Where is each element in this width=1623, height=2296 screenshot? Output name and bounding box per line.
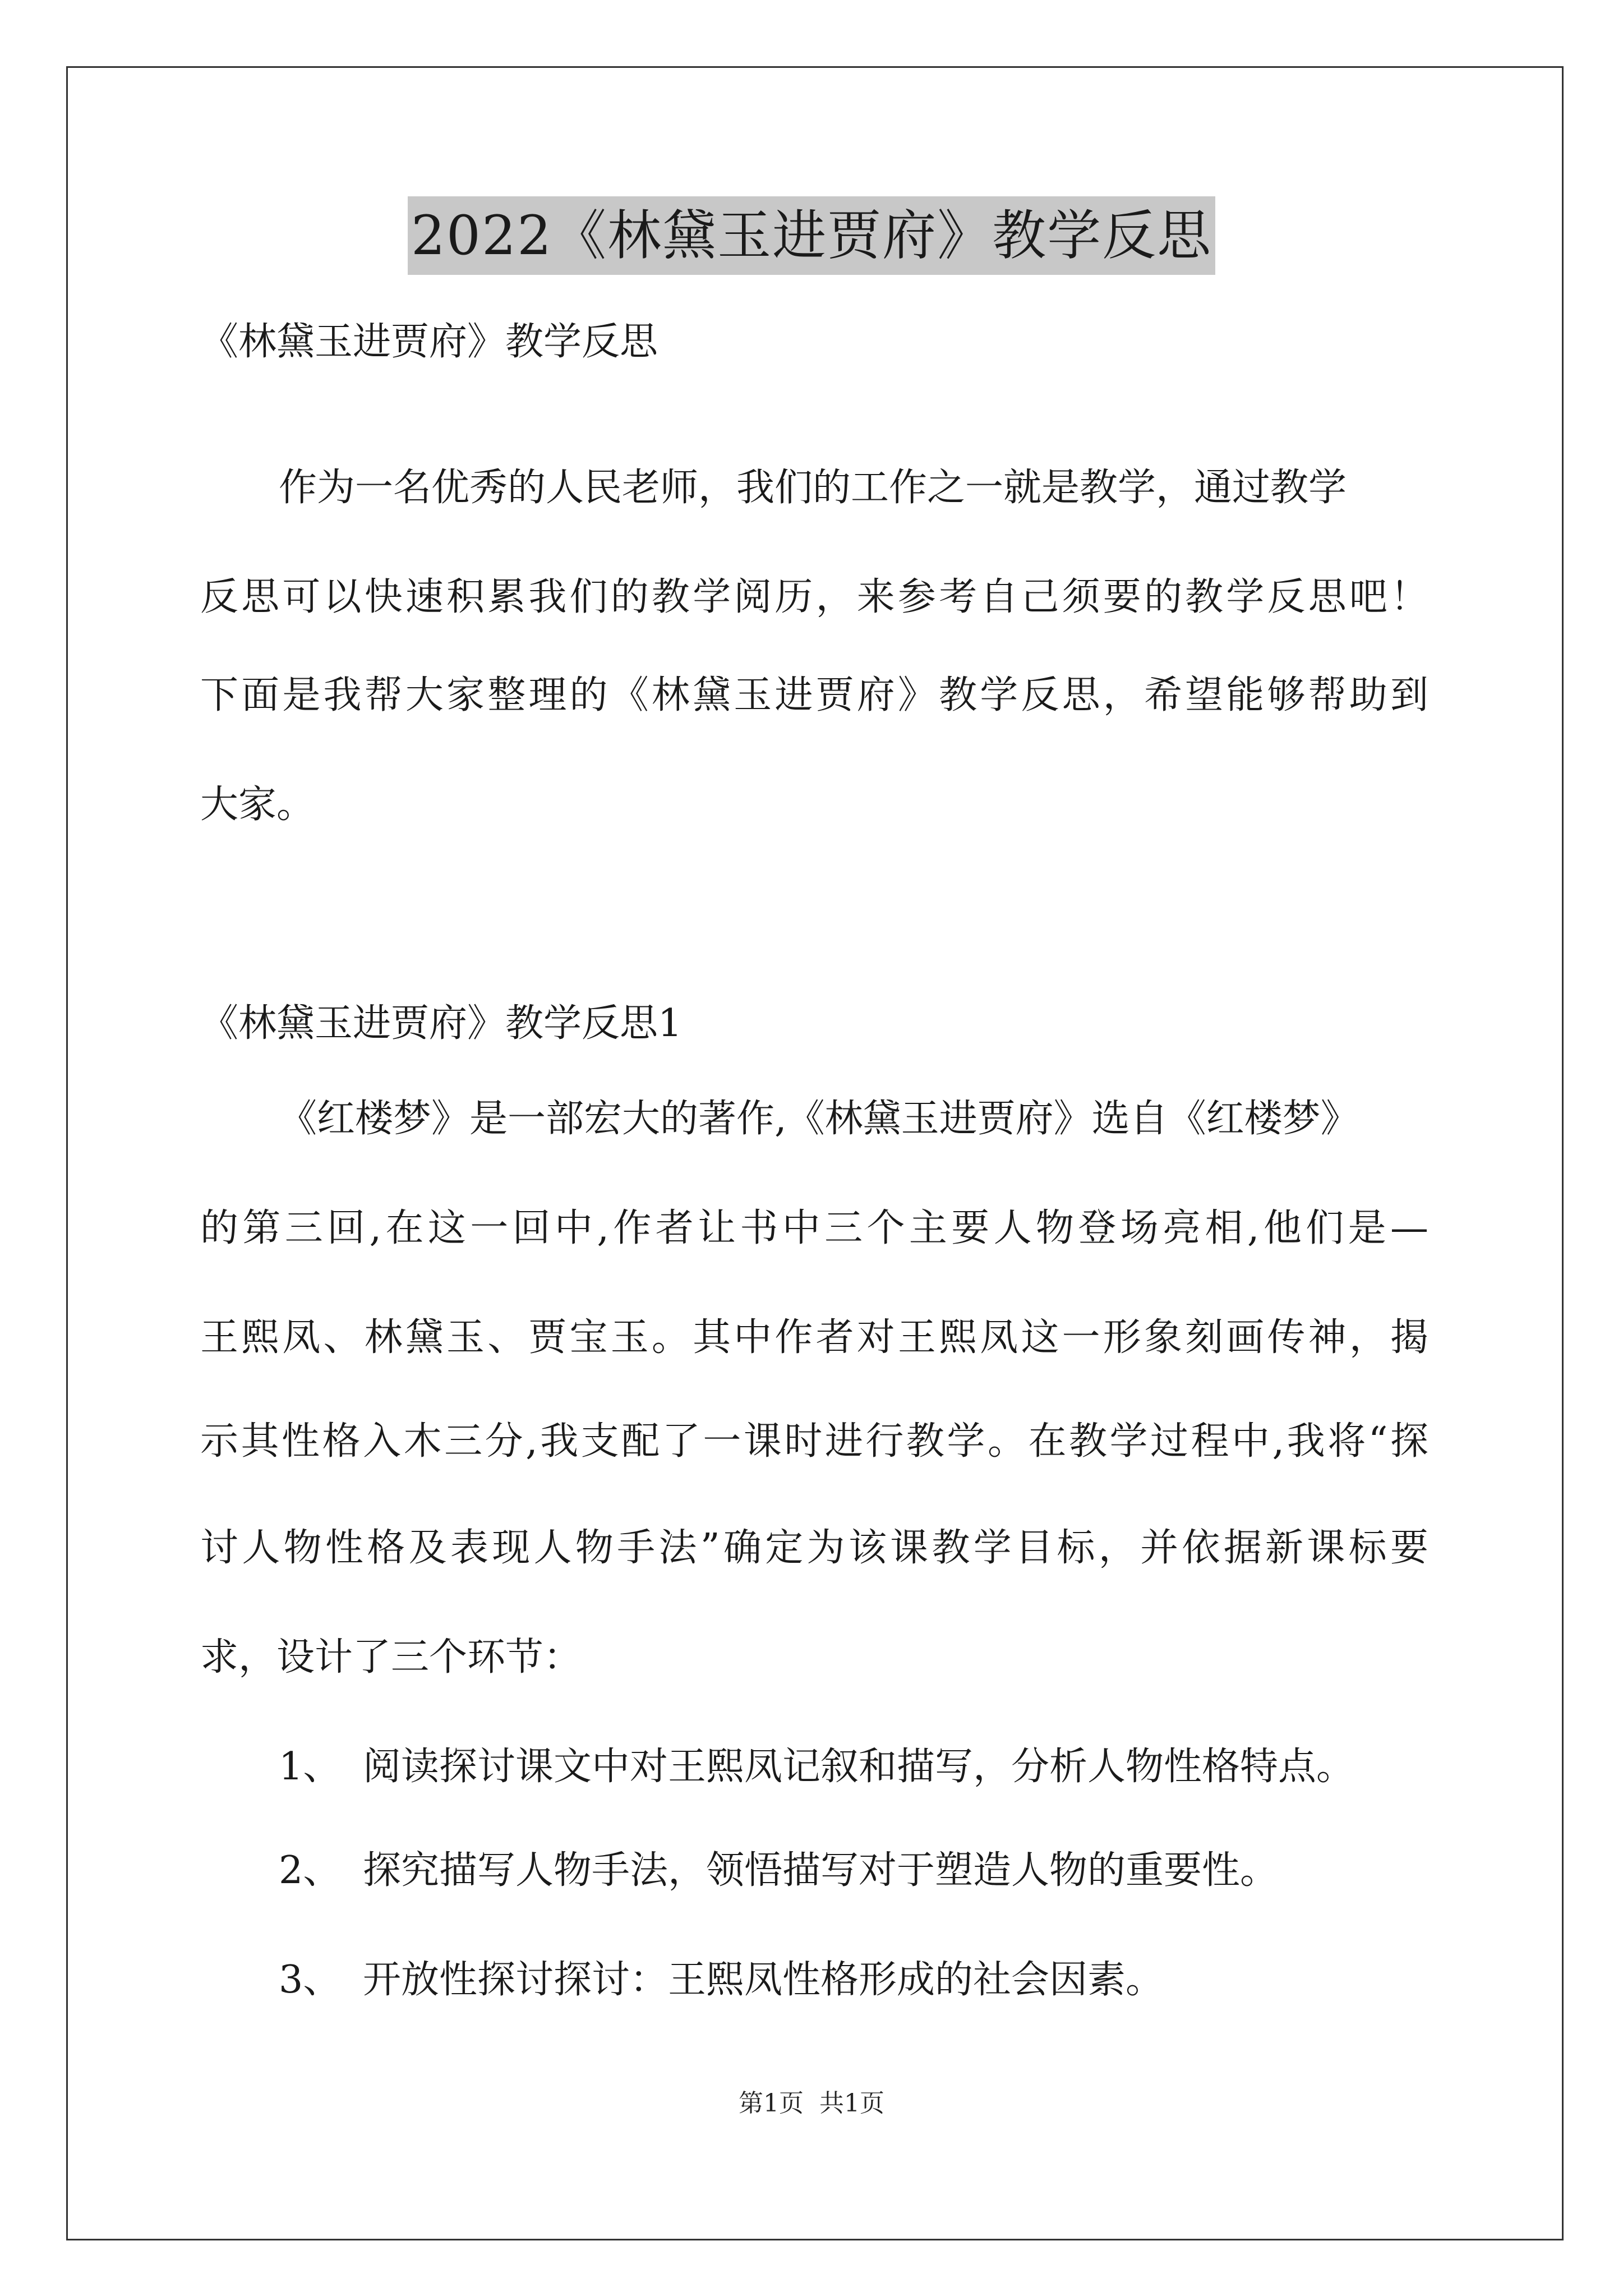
- list-item-text: 阅读探讨课文中对王熙凤记叙和描写，分析人物性格特点。: [363, 1745, 1355, 1789]
- list-item: [279, 1952, 1164, 2008]
- intro-line-4: 大家。: [200, 783, 315, 827]
- section1-heading: 《林黛玉进贾府》教学反思1: [200, 1001, 683, 1046]
- section1-line-1: 《红楼梦》是一部宏大的著作,《林黛玉进贾府》选自《红楼梦》: [279, 1097, 1359, 1141]
- title-container: [0, 196, 1623, 275]
- page-footer: [0, 2087, 1623, 2120]
- section1-line-4: 示其性格入木三分,我支配了一课时进行教学。在教学过程中,我将“探: [200, 1419, 1428, 1464]
- section1-line-3: 王熙凤、林黛玉、贾宝玉。其中作者对王熙凤这一形象刻画传神，揭: [200, 1315, 1428, 1360]
- document-title: 2022《林黛玉进贾府》教学反思: [408, 196, 1215, 275]
- intro-line-3: 下面是我帮大家整理的《林黛玉进贾府》教学反思，希望能够帮助到: [200, 673, 1428, 717]
- section1-line-5: 讨人物性格及表现人物手法”确定为该课教学目标，并依据新课标要: [200, 1526, 1428, 1570]
- intro-heading: 《林黛玉进贾府》教学反思: [200, 320, 658, 364]
- page-border: [66, 66, 1564, 2240]
- list-item: [279, 1739, 1354, 1795]
- list-item-number: 2、: [279, 1848, 342, 1893]
- list-item-text: 开放性探讨探讨：王熙凤性格形成的社会因素。: [363, 1958, 1164, 2002]
- page-number: 第1页: [739, 2089, 804, 2118]
- section1-line-6: 求，设计了三个环节：: [200, 1635, 582, 1680]
- list-item-text: 探究描写人物手法，领悟描写对于塑造人物的重要性。: [363, 1848, 1279, 1893]
- intro-line-1: 作为一名优秀的人民老师，我们的工作之一就是教学，通过教学: [279, 466, 1347, 510]
- list-item-number: 3、: [279, 1958, 342, 2002]
- page-total: 共1页: [819, 2089, 884, 2118]
- list-item-number: 1、: [279, 1745, 342, 1789]
- section1-line-2: 的第三回,在这一回中,作者让书中三个主要人物登场亮相,他们是—: [200, 1206, 1428, 1250]
- intro-line-2: 反思可以快速积累我们的教学阅历，来参考自己须要的教学反思吧！: [200, 575, 1428, 619]
- list-item: [279, 1843, 1278, 1899]
